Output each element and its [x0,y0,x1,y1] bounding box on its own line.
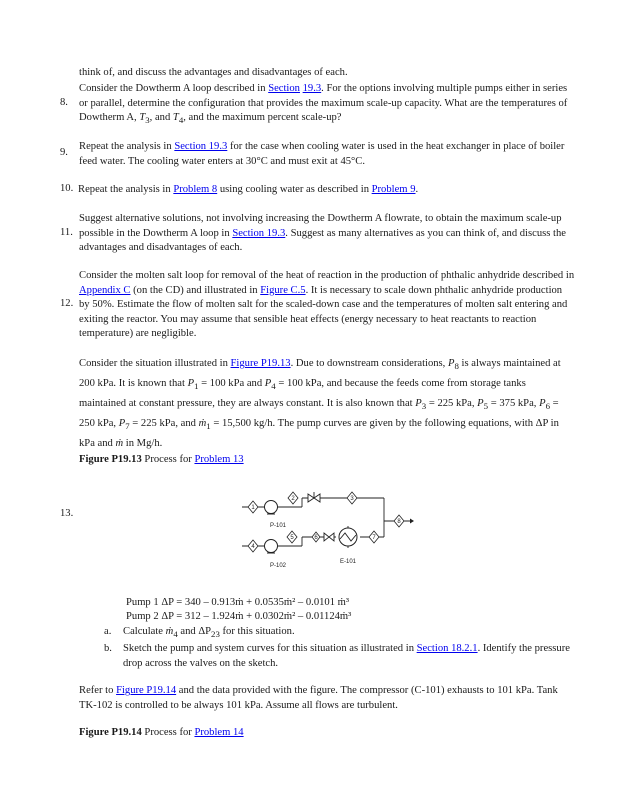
section-19-3-link[interactable]: Section 19.3 [232,227,286,239]
problem-number-10: 10. [60,183,74,194]
pump-icon [265,540,278,554]
figure-c5-link[interactable]: Figure C.5 [260,284,306,296]
stream-2-marker [288,492,298,504]
section-19-3-link[interactable]: Section 19.3 [174,141,228,152]
arrow-icon [410,519,414,524]
stream-label: 3 [350,496,354,502]
subquestion-a-label: a. [104,626,112,637]
subquestion-b: Sketch the pump and system curves for this situation as illustrated in Section 18.2.1. Identify the pressure drop across the valves on the sketch. [123,643,570,669]
problem-10: Repeat the analysis in Problem 8 using cooling water as described in Problem 9. [78,184,419,195]
figure-p19-13-link[interactable]: Figure P19.13 [230,358,291,369]
stream-7-marker [369,531,379,543]
stream-1-marker [248,501,258,513]
problem-14-link[interactable]: Problem 14 [194,727,244,738]
stream-label: 7 [372,535,376,541]
stream-6-marker [312,532,320,542]
problem-9-link[interactable]: Problem 9 [371,184,416,195]
stream-label: 6 [314,535,318,541]
exchanger-e101-label: E-101 [339,559,357,565]
heat-exchanger-icon [339,528,357,546]
continuation-line: think of, and discuss the advantages and disadvantages of each. [79,67,348,78]
section-18-2-1-link[interactable]: Section 18.2.1 [416,643,478,654]
problem-14-intro: Refer to Figure P19.14 and the data provided with the figure. The compressor (C-101) exhausts to 101 kPa. Tank TK-102 is controlled to be always 101 kPa. Assume all flows are turbulent. [79,685,558,711]
pump-icon [265,501,278,515]
stream-label: 8 [397,519,401,525]
stream-label: 5 [290,535,294,541]
figure-p19-14-link[interactable]: Figure P19.14 [116,685,177,696]
pump-1-equation: Pump 1 ΔP = 340 – 0.913ṁ + 0.0535ṁ² – 0.0101 ṁ³ [126,597,350,608]
figure-p19-14-caption: Figure P19.14 Process for Problem 14 [79,727,244,738]
problem-number-8: 8. [60,97,68,108]
stream-label: 4 [251,544,255,550]
problem-13-link[interactable]: Problem 13 [194,454,244,465]
problem-11: Suggest alternative solutions, not involving increasing the Dowtherm A flowrate, to obtain the maximum scale-up possible in the Dowtherm A loop in Section 19.3. Suggest as many alternatives as you can think of, and discuss the advantages and disadvantages of each. [79,213,566,253]
valve-icon [308,492,320,502]
problem-number-11: 11. [60,227,73,238]
appendix-c-link[interactable]: Appendix C [79,284,131,296]
problem-12: Consider the molten salt loop for removal of the heat of reaction in the production of phthalic anhydride described in Appendix C (on the CD) and illustrated in Figure C.5. It is necessary to scale down phthalic anhydride production by 50%. Estimate the flow of molten salt for the scaled-down case and the temperatures of molten salt entering and exiting the reactor. You may assume that sensible heat effects (energy necessary to heat reactants to reaction temperature) are negligible. [79,270,575,339]
problem-number-9: 9. [60,147,68,158]
stream-4-marker [248,540,258,552]
process-diagram-p19-13 [236,486,416,572]
stream-8-marker [394,515,404,527]
problem-number-13: 13. [60,508,74,519]
problem-8-link[interactable]: Problem 8 [173,184,218,195]
section-19-3-link[interactable]: 19.3 [302,83,322,94]
pump-p102-label: P-102 [269,563,287,569]
problem-9: Repeat the analysis in Section 19.3 for the case when cooling water is used in the heat exchanger in place of boiler feed water. The cooling water enters at 30°C and must exit at 45°C. [79,141,565,167]
subquestion-b-label: b. [104,643,112,654]
pump-p101-label: P-101 [269,523,287,529]
figure-p19-13-caption: Figure P19.13 Process for Problem 13 [79,454,244,465]
pump-2-equation: Pump 2 ΔP = 312 – 1.924ṁ + 0.0302ṁ² – 0.01124ṁ³ [126,611,352,622]
stream-label: 2 [291,496,295,502]
stream-5-marker [287,531,297,543]
subquestion-a: Calculate ṁ$_4$ and $\Delta P_{23}$ for this situation. [123,626,295,640]
valve-icon [324,533,334,541]
section-link[interactable]: Section [268,83,300,94]
problem-number-12: 12. [60,298,74,309]
problem-8: Consider the Dowtherm A loop described in Section 19.3. For the options involving multiple pumps either in series or parallel, determine the configuration that provides the maximum scale-up capacity. What are the temperatures of Dowtherm A, $T_3$, and $T_4$, and the maximum percent scale-up? [79,83,568,126]
stream-label: 1 [251,505,255,511]
problem-13-intro: Consider the situation illustrated in Figure P19.13. Due to downstream considerations, $P_8$ is always maintained at 200 kPa. It is known that $P_1 = 100$ kPa and $P_4 = 100$ kPa, and because the feeds come from storage tanks maintained at constant pressure, they are always constant. It is also known that $P_3 = 225$ kPa, $P_5 = 375$ kPa, $P_6 = 250$ kPa, $P_7 = 225$ kPa, and ṁ$_1$ = 15,500 kg/h. The pump curves are given by the following equations, with ΔP in kPa and ṁ in Mg/h. [79,358,561,450]
stream-3-marker [347,492,357,504]
